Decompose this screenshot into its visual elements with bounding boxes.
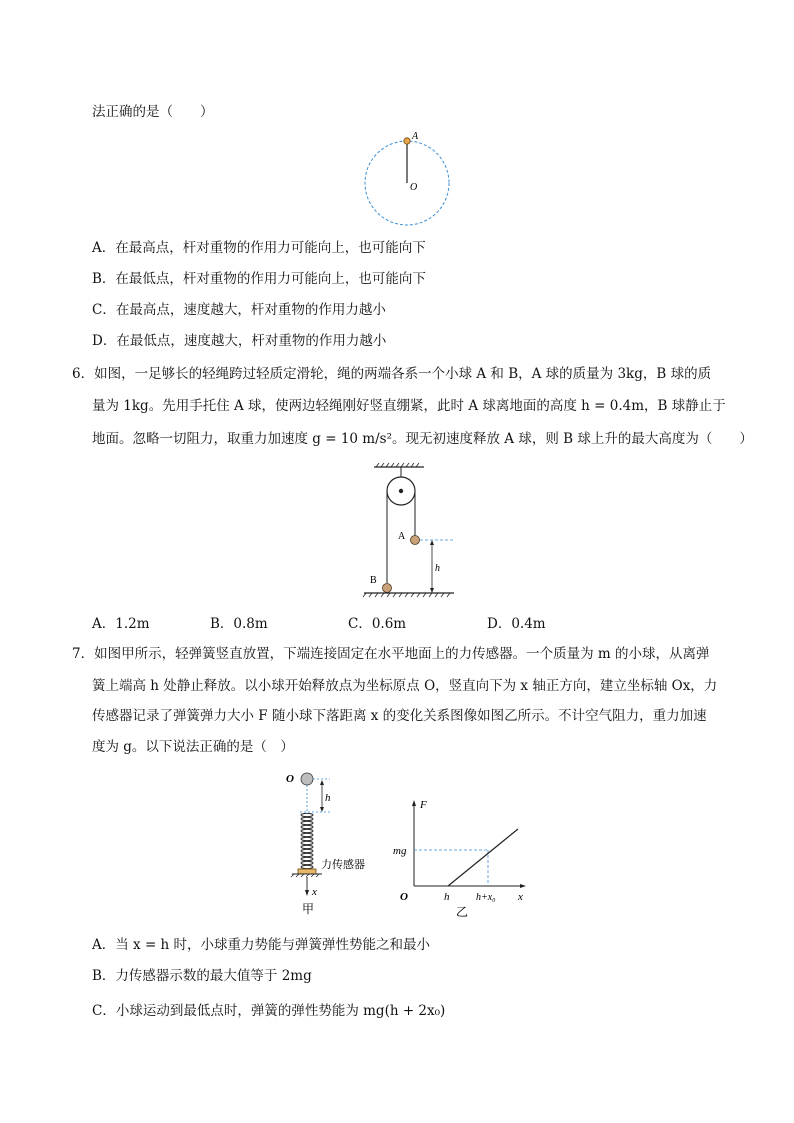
q7-yi-tick-hx0: h+x₀	[476, 892, 496, 903]
q6-stem-line1: 6．如图，一足够长的轻绳跨过轻质定滑轮，绳的两端各系一个小球 A 和 B，A 球的质量为 3kg，B 球的质	[72, 366, 712, 382]
q6-stem-line2: 量为 1kg。先用手托住 A 球，使两边轻绳刚好竖直绷紧，此时 A 球离地面的高度 h = 0.4m，B 球静止于	[92, 398, 726, 414]
q7-option-c[interactable]: C．小球运动到最低点时，弹簧的弹性势能为 mg(h + 2x₀)	[92, 1003, 446, 1019]
q7-jia-caption: 甲	[302, 902, 315, 916]
q7-yi-f: F	[420, 799, 427, 811]
q7-figure-jia	[280, 768, 390, 918]
q5-ball-a	[404, 138, 410, 144]
q7-jia-origin: O	[286, 773, 294, 785]
q7-yi-origin: O	[400, 891, 408, 903]
q6-option-c[interactable]: C．0.6m	[348, 616, 407, 632]
q6-stem-line3: 地面。忽略一切阻力，取重力加速度 g = 10 m/s²。现无初速度释放 A 球，则 B 球上升的最大高度为（ ）	[92, 431, 753, 447]
q7-jia-x: x	[312, 886, 317, 898]
q7-stem-line1: 7．如图甲所示，轻弹簧竖直放置，下端连接固定在水平地面上的力传感器。一个质量为 m 的小球，从离弹	[72, 646, 710, 662]
q5-label-a: A	[412, 131, 419, 142]
q6-pulley-figure	[360, 462, 460, 607]
q7-stem-line4: 度为 g。以下说法正确的是（ ）	[92, 739, 294, 755]
q7-yi-force-line	[448, 829, 518, 886]
q6-option-a[interactable]: A．1.2m	[92, 616, 150, 632]
q5-stem-tail: 法正确的是（ ）	[92, 104, 214, 120]
q6-label-h: h	[435, 563, 440, 574]
q7-ball	[301, 773, 313, 785]
q6-label-b: B	[370, 575, 377, 586]
q7-yi-mg: mg	[393, 845, 407, 857]
q5-circle-figure	[355, 128, 465, 233]
q5-option-d[interactable]: D．在最低点，速度越大，杆对重物的作用力越小	[92, 333, 387, 349]
q7-option-a[interactable]: A．当 x = h 时，小球重力势能与弹簧弹性势能之和最小	[92, 937, 431, 953]
q7-stem-line3: 传感器记录了弹簧弹力大小 F 随小球下落距离 x 的变化关系图像如图乙所示。不计空气阻力，重力加速	[92, 708, 707, 724]
q7-spring	[301, 813, 313, 868]
q7-jia-sensor-label: 力传感器	[321, 859, 365, 871]
q6-label-a: A	[398, 531, 406, 542]
q6-option-b[interactable]: B．0.8m	[210, 616, 268, 632]
q7-figure-yi	[390, 796, 540, 921]
q5-label-o: O	[410, 182, 418, 193]
q7-stem-line2: 簧上端高 h 处静止释放。以小球开始释放点为坐标原点 O，竖直向下为 x 轴正方向，建立坐标轴 Ox，力	[92, 678, 718, 694]
q7-jia-h: h	[325, 792, 331, 804]
q6-ball-b	[383, 584, 392, 593]
q6-option-d[interactable]: D．0.4m	[487, 616, 546, 632]
q5-option-a[interactable]: A．在最高点，杆对重物的作用力可能向上，也可能向下	[92, 240, 426, 256]
q6-ball-a	[411, 536, 420, 545]
q7-option-b[interactable]: B．力传感器示数的最大值等于 2mg	[92, 968, 312, 984]
q5-option-b[interactable]: B．在最低点，杆对重物的作用力可能向上，也可能向下	[92, 271, 426, 287]
q7-yi-caption: 乙	[456, 905, 469, 919]
q7-yi-x: x	[518, 891, 523, 903]
q7-force-sensor	[298, 869, 316, 874]
q7-yi-tick-h: h	[444, 891, 450, 903]
q5-option-c[interactable]: C．在最高点，速度越大，杆对重物的作用力越小	[92, 302, 386, 318]
